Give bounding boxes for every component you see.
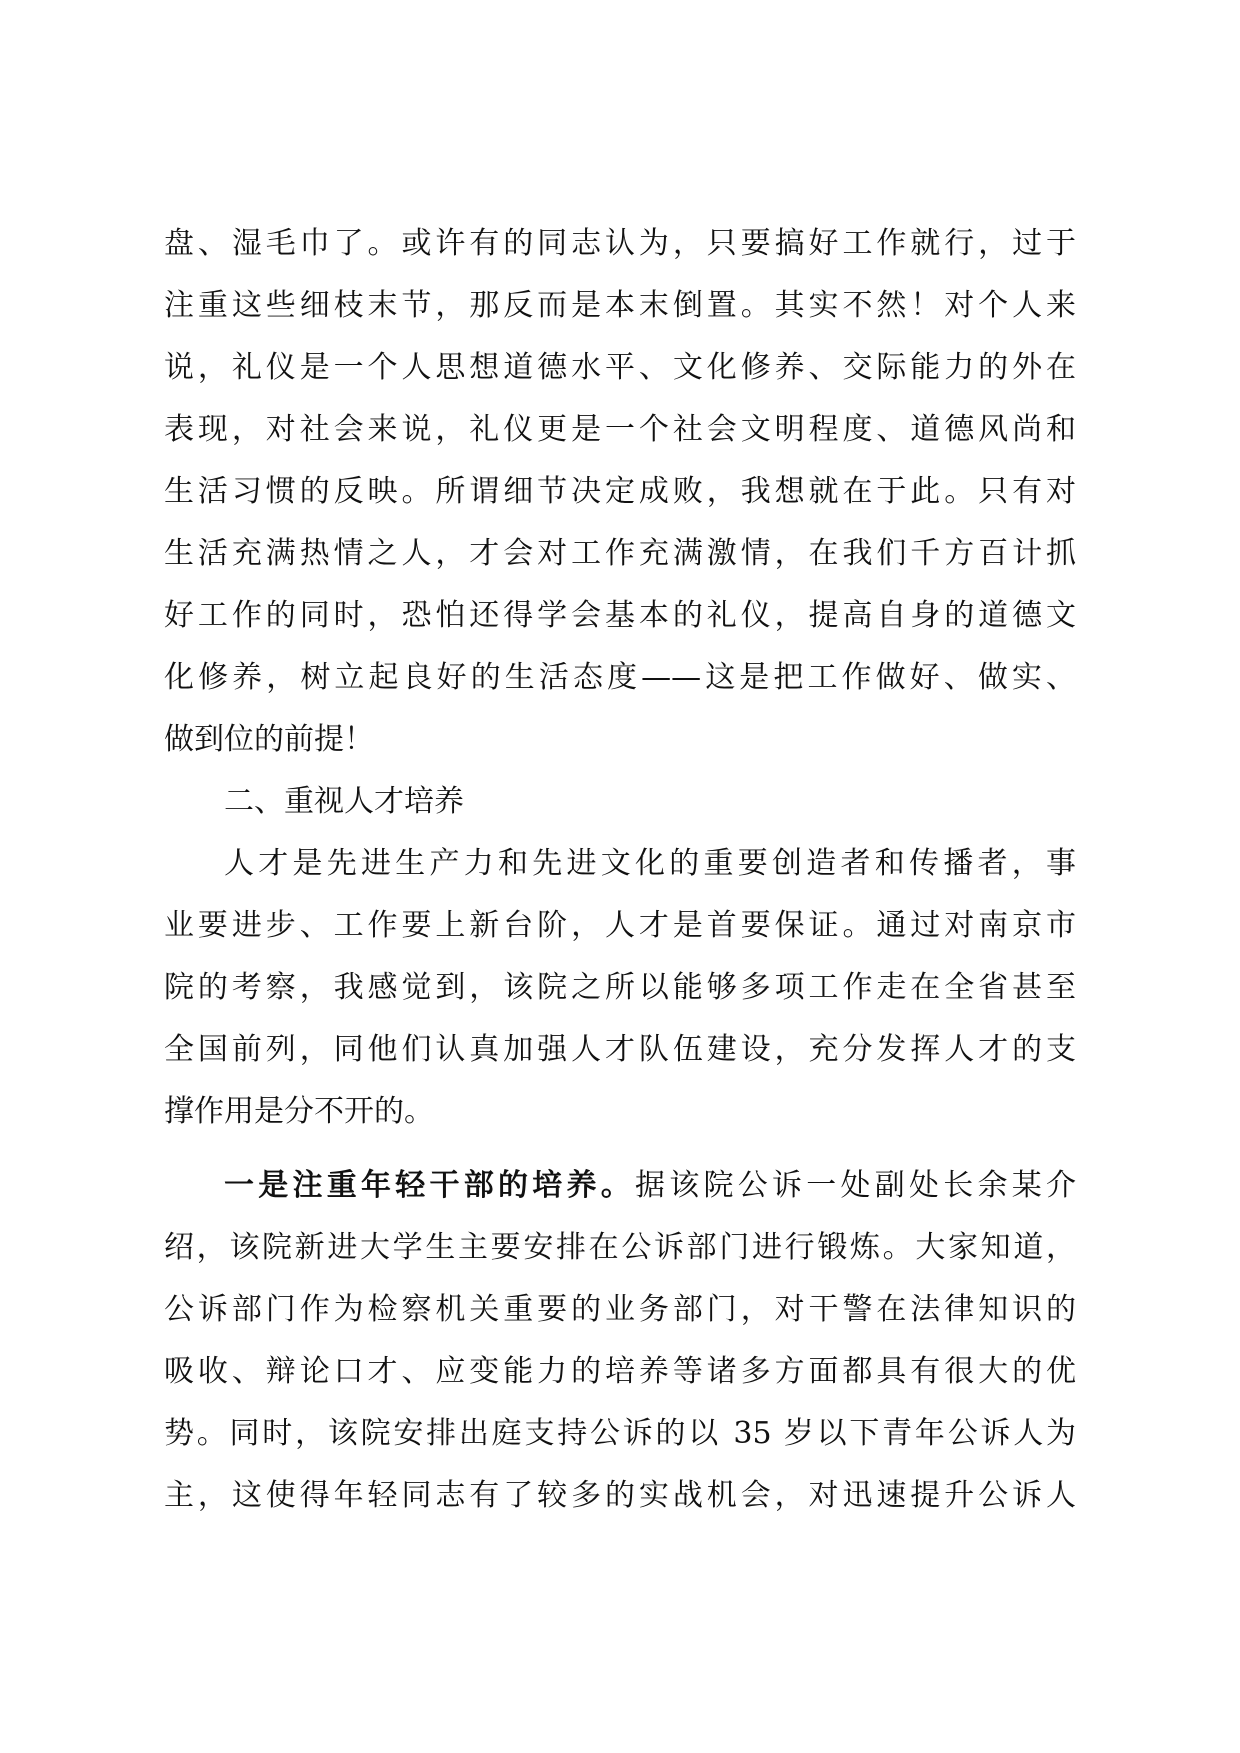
document-body <box>164 222 1076 1536</box>
text-line: 生活习惯的反映。所谓细节决定成败，我想就在于此。只有对 <box>164 474 1076 509</box>
text-line: 生活充满热情之人，才会对工作充满激情，在我们千方百计抓 <box>164 536 1076 571</box>
section-heading: 二、重视人才培养 <box>224 784 464 819</box>
text-line: 全国前列，同他们认真加强人才队伍建设，充分发挥人才的支 <box>164 1032 1076 1067</box>
text-line: 表现，对社会来说，礼仪更是一个社会文明程度、道德风尚和 <box>164 412 1076 447</box>
paragraph-gap <box>164 1152 1076 1164</box>
paragraph-1 <box>164 222 1076 761</box>
text-line: 撑作用是分不开的。 <box>164 1094 434 1129</box>
text-line: 势。同时，该院安排出庭支持公诉的以 35 岁以下青年公诉人为 <box>164 1416 1076 1451</box>
paragraph-3 <box>164 1164 1076 1517</box>
text-line: 绍，该院新进大学生主要安排在公诉部门进行锻炼。大家知道， <box>164 1230 1076 1265</box>
text-line: 业要进步、工作要上新台阶，人才是首要保证。通过对南京市 <box>164 908 1076 943</box>
bold-lead: 一是注重年轻干部的培养。 <box>224 1168 635 1203</box>
text-line: 公诉部门作为检察机关重要的业务部门，对干警在法律知识的 <box>164 1292 1076 1327</box>
text-line: 院的考察，我感觉到，该院之所以能够多项工作走在全省甚至 <box>164 970 1076 1005</box>
text-line: 好工作的同时，恐怕还得学会基本的礼仪，提高自身的道德文 <box>164 598 1076 633</box>
lead-rest: 据该院公诉一处副处长余某介 <box>635 1168 1076 1203</box>
text-line: 盘、湿毛巾了。或许有的同志认为，只要搞好工作就行，过于 <box>164 226 1076 261</box>
paragraph-2 <box>164 842 1076 1133</box>
text-line: 说，礼仪是一个人思想道德水平、文化修养、交际能力的外在 <box>164 350 1076 385</box>
text-line: 化修养，树立起良好的生活态度——这是把工作做好、做实、 <box>164 660 1076 695</box>
text-line: 吸收、辩论口才、应变能力的培养等诸多方面都具有很大的优 <box>164 1354 1076 1389</box>
text-line: 注重这些细枝末节，那反而是本末倒置。其实不然！对个人来 <box>164 288 1076 323</box>
text-line: 主，这使得年轻同志有了较多的实战机会，对迅速提升公诉人 <box>164 1478 1076 1513</box>
text-line: 人才是先进生产力和先进文化的重要创造者和传播者，事 <box>224 846 1076 881</box>
text-line <box>164 1164 1076 1207</box>
text-line: 做到位的前提！ <box>164 722 374 757</box>
